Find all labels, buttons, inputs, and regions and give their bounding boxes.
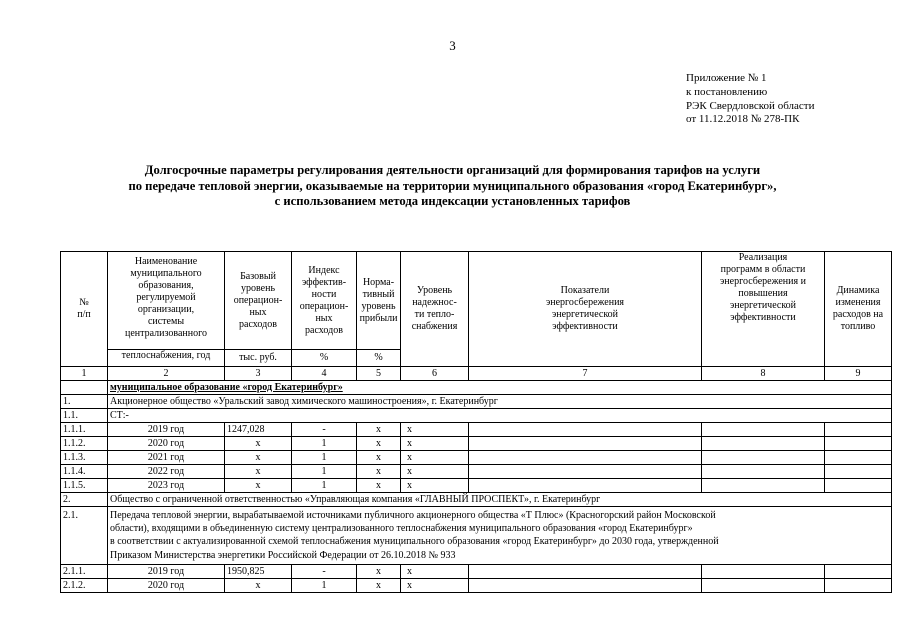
cell (469, 578, 702, 592)
index-cell: 1 (292, 578, 357, 592)
header-line: системы (147, 316, 185, 327)
header-line: надежнос- (412, 297, 457, 308)
header-line: эффективности (730, 312, 796, 323)
appendix-line: от 11.12.2018 № 278-ПК (686, 113, 800, 126)
reliability-cell: х (401, 451, 469, 465)
row-num: 1. (61, 395, 108, 409)
header-cell-energy-indicators (469, 252, 702, 367)
cell (825, 451, 892, 465)
header-line: расходов (305, 324, 343, 336)
header-line: Индекс (308, 264, 340, 276)
header-line: эффектив- (301, 276, 347, 288)
header-line: муниципального (130, 268, 202, 279)
cell (825, 465, 892, 479)
system-line: Приказом Министерства энергетики Российской Федерации от 26.10.2018 № 933 (110, 549, 456, 561)
col-number: 8 (702, 367, 825, 381)
row-num: 2.1.2. (61, 578, 108, 592)
year-row (61, 437, 892, 451)
year-row (61, 479, 892, 493)
col-number: 5 (357, 367, 401, 381)
header-line: изменения (835, 297, 881, 308)
header-line: Реализация (738, 252, 788, 263)
header-line: Уровень (416, 285, 453, 296)
header-cell-name (108, 252, 225, 350)
cell (702, 437, 825, 451)
header-cell-num (61, 252, 108, 367)
header-line: эффективности (552, 321, 618, 332)
col-number: 7 (469, 367, 702, 381)
row-num: 2.1.1. (61, 564, 108, 578)
base-cost-cell: х (225, 451, 292, 465)
header-line: ти тепло- (414, 309, 455, 320)
cell (702, 479, 825, 493)
header-line: Динамика (836, 285, 880, 296)
header-cell-efficiency-index (292, 252, 357, 350)
index-cell: - (292, 564, 357, 578)
header-line: п/п (77, 309, 91, 320)
org-name: Акционерное общество «Уральский завод химического машиностроения», г. Екатеринбург (108, 395, 892, 409)
municipality-row (61, 381, 892, 395)
base-cost-cell: 1950,825 (225, 564, 292, 578)
base-cost-cell: х (225, 437, 292, 451)
cell (702, 451, 825, 465)
title-line: Долгосрочные параметры регулирования деятельности организаций для формирования тарифов на услуги (144, 163, 761, 177)
reliability-cell: х (401, 564, 469, 578)
col-number: 3 (225, 367, 292, 381)
reliability-cell: х (401, 465, 469, 479)
parameters-table (60, 251, 892, 593)
reliability-cell: х (401, 479, 469, 493)
header-line: ных (315, 312, 333, 324)
year-cell: 2020 год (108, 437, 225, 451)
col-number: 2 (108, 367, 225, 381)
row-num: 1.1.4. (61, 465, 108, 479)
header-row (61, 252, 892, 350)
col-number: 6 (401, 367, 469, 381)
header-line: тивный (362, 288, 395, 300)
header-cell-reliability (401, 252, 469, 367)
appendix-line: Приложение № 1 (686, 72, 767, 84)
org-row (61, 395, 892, 409)
profit-cell: х (357, 451, 401, 465)
unit-cell: % (292, 350, 357, 367)
cell (702, 423, 825, 437)
year-cell: 2019 год (108, 423, 225, 437)
header-line: топливо (840, 321, 876, 332)
header-line: повышения (738, 288, 788, 299)
header-line: Базовый (240, 270, 276, 282)
year-row (61, 465, 892, 479)
row-num: 1.1.2. (61, 437, 108, 451)
org-name: Общество с ограниченной ответственностью «Управляющая компания «ГЛАВНЫЙ ПРОСПЕКТ», г. Екатеринбург (108, 493, 892, 507)
header-line: операцион- (233, 294, 283, 306)
reliability-cell: х (401, 437, 469, 451)
system-name: СТ:- (108, 409, 892, 423)
profit-cell: х (357, 437, 401, 451)
row-num: 2.1. (61, 507, 108, 565)
profit-cell: х (357, 578, 401, 592)
header-cell-base-cost (225, 252, 292, 350)
base-cost-cell: х (225, 578, 292, 592)
cell (469, 451, 702, 465)
header-line: энергетической (729, 300, 797, 311)
reliability-cell: х (401, 423, 469, 437)
col-number: 1 (61, 367, 108, 381)
cell (469, 423, 702, 437)
year-cell: 2021 год (108, 451, 225, 465)
cell (825, 479, 892, 493)
header-line: операцион- (299, 300, 349, 312)
cell (825, 437, 892, 451)
header-line: централизованного (125, 328, 207, 339)
index-cell: 1 (292, 479, 357, 493)
cell (702, 465, 825, 479)
cell (469, 465, 702, 479)
cell (469, 437, 702, 451)
index-cell: 1 (292, 465, 357, 479)
header-line: программ в области (720, 264, 806, 275)
year-cell: 2020 год (108, 578, 225, 592)
cell (825, 564, 892, 578)
system-description (108, 507, 892, 565)
header-line: № (79, 297, 89, 308)
header-line-last: теплоснабжения, год (108, 350, 225, 367)
year-row (61, 451, 892, 465)
header-line: прибыли (359, 312, 398, 324)
cell (825, 578, 892, 592)
page-number: 3 (449, 38, 456, 53)
header-line: энергосбережения (545, 297, 625, 308)
cell (825, 423, 892, 437)
title-line: по передаче тепловой энергии, оказываемые на территории муниципального образования «город Екатеринбург», (128, 178, 777, 193)
org-row (61, 493, 892, 507)
header-line: ности (311, 288, 337, 300)
cell (469, 479, 702, 493)
year-cell: 2023 год (108, 479, 225, 493)
col-number: 9 (825, 367, 892, 381)
header-line: Норма- (362, 276, 395, 288)
header-line: расходов (239, 318, 277, 330)
row-num: 2. (61, 493, 108, 507)
unit-cell: тыс. руб. (225, 350, 292, 367)
index-cell: 1 (292, 437, 357, 451)
year-cell: 2019 год (108, 564, 225, 578)
header-line: Показатели (560, 285, 610, 296)
base-cost-cell: 1247,028 (225, 423, 292, 437)
row-num: 1.1.5. (61, 479, 108, 493)
header-cell-fuel (825, 252, 892, 367)
header-line: ных (249, 306, 267, 318)
header-line: Наименование (134, 256, 198, 267)
header-line: энергетической (551, 309, 619, 320)
header-line: энергосбережения и (720, 276, 806, 287)
base-cost-cell: х (225, 465, 292, 479)
row-num: 1.1.3. (61, 451, 108, 465)
base-cost-cell: х (225, 479, 292, 493)
reliability-cell: х (401, 578, 469, 592)
header-line: снабжения (411, 321, 458, 332)
system-row (61, 409, 892, 423)
profit-cell: х (357, 423, 401, 437)
header-line: регулируемой (136, 292, 196, 303)
cell (61, 381, 108, 395)
index-cell: - (292, 423, 357, 437)
cell (702, 564, 825, 578)
municipality-name: муниципальное образование «город Екатеринбург» (108, 381, 892, 395)
title-line: с использованием метода индексации установленных тарифов (274, 194, 631, 208)
header-line: организации, (137, 304, 195, 315)
header-line: образования, (138, 280, 194, 291)
header-cell-programs (702, 252, 825, 367)
system-line: Передача тепловой энергии, вырабатываемой источниками публичного акционерного общества «Т Плюс» (Красногорский район Московской (110, 510, 716, 521)
unit-cell: % (357, 350, 401, 367)
system-row (61, 507, 892, 565)
index-cell: 1 (292, 451, 357, 465)
appendix-note (686, 72, 814, 127)
year-row (61, 423, 892, 437)
year-row (61, 578, 892, 592)
appendix-line: РЭК Свердловской области (686, 99, 815, 112)
appendix-line: к постановлению (686, 85, 768, 98)
system-line: области), входящими в объединенную систему централизованного теплоснабжения муниципального образования «город Екатеринбург» (110, 523, 693, 535)
col-number: 4 (292, 367, 357, 381)
profit-cell: х (357, 479, 401, 493)
profit-cell: х (357, 465, 401, 479)
header-line: уровень (361, 300, 396, 312)
header-line: расходов на (832, 309, 884, 320)
document-title (0, 163, 905, 210)
cell (469, 564, 702, 578)
year-row (61, 564, 892, 578)
year-cell: 2022 год (108, 465, 225, 479)
row-num: 1.1.1. (61, 423, 108, 437)
row-num: 1.1. (61, 409, 108, 423)
cell (702, 578, 825, 592)
header-line: уровень (240, 282, 275, 294)
header-cell-profit (357, 252, 401, 350)
system-line: в соответствии с актуализированной схемой теплоснабжения муниципального образования «город Екатеринбург» до 2030 года, утвержденной (110, 536, 719, 548)
profit-cell: х (357, 564, 401, 578)
column-numbers-row (61, 367, 892, 381)
